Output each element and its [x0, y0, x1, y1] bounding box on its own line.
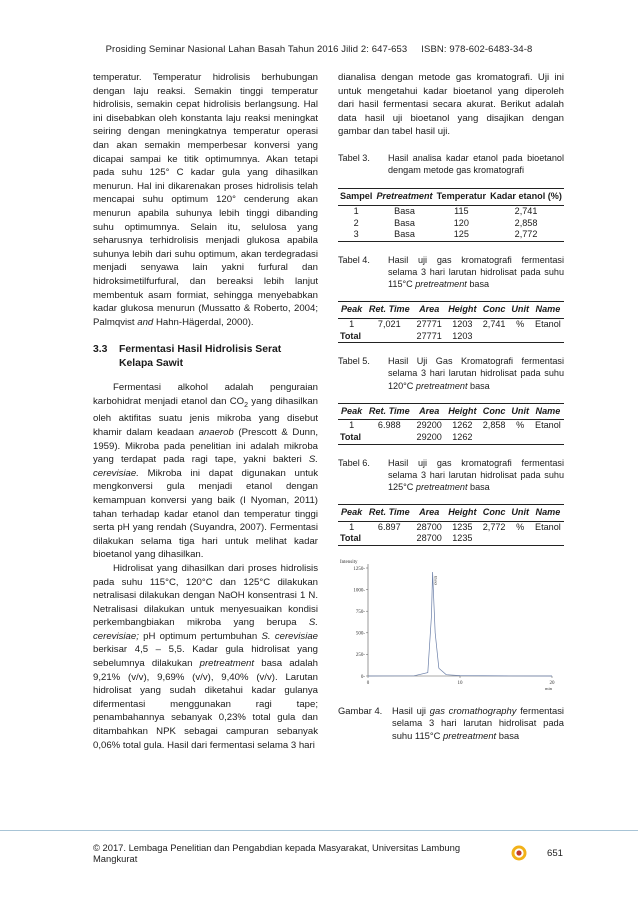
table-total-row	[338, 533, 564, 545]
peak-label: Etanol	[433, 575, 438, 586]
cell: 1262	[452, 420, 473, 431]
cell: Basa	[394, 217, 415, 228]
text: yang dihasilkan oleh aktifitas suatu jenis mikroba yang disebut khamir dalam keadaan	[93, 395, 318, 438]
y-axis-label: Intensity	[340, 559, 358, 565]
y-tick-label: 0-	[360, 674, 365, 680]
column-header: Unit	[509, 302, 532, 319]
x-axis-label: min	[544, 685, 552, 691]
table6	[338, 504, 564, 546]
column-header: Conc	[480, 403, 509, 420]
cell: 125	[435, 229, 488, 241]
column-header: Height	[445, 302, 480, 319]
cell	[532, 432, 564, 444]
italic-term: anaerob	[198, 426, 234, 438]
y-tick-label: 1250-	[353, 566, 365, 572]
y-tick-label: 750-	[355, 609, 365, 615]
footer-rule	[0, 830, 638, 831]
column-header: Peak	[338, 403, 365, 420]
italic-term: gas cromathography	[429, 704, 517, 716]
column-header: Temperatur	[435, 189, 488, 206]
cell: 2	[353, 217, 359, 228]
cell: 120	[453, 217, 469, 228]
cell: 115	[454, 205, 469, 216]
column-header: Ret. Time	[365, 403, 413, 420]
total-label: Total	[338, 432, 413, 444]
column-header: Ret. Time	[365, 505, 413, 522]
cell: 3	[338, 229, 374, 241]
header-isbn: ISBN: 978-602-6483-34-8	[421, 44, 533, 55]
x-tick-label: 20	[549, 680, 555, 686]
cell	[480, 533, 509, 545]
italic-species: S. cerevisiae;	[93, 617, 318, 642]
column-header: Conc	[480, 302, 509, 319]
italic-and: and	[137, 316, 154, 328]
y-tick-label: 500-	[355, 631, 365, 637]
cell: 2,741	[482, 318, 506, 329]
y-tick-label: 250-	[355, 653, 365, 659]
header-title: Prosiding Seminar Nasional Lahan Basah Tahun 2016 Jilid 2: 647-653	[105, 44, 408, 55]
figure4-caption	[338, 705, 564, 743]
cell: 1203	[445, 331, 480, 343]
text: pH optimum pertumbuhan	[143, 630, 258, 642]
cell: 28700	[416, 521, 442, 532]
cell: %	[516, 521, 525, 532]
cell	[480, 432, 509, 444]
caption-text: Hasil uji	[392, 704, 426, 716]
table6-caption	[338, 457, 564, 494]
paragraph-hydrolysate	[93, 562, 318, 752]
paragraph-text-tail: Hahn-Hägerdal, 2000).	[155, 316, 254, 328]
table-row	[338, 420, 564, 432]
text: Hidrolisat yang dihasilkan dari proses hidrolisis pada suhu 115°C, 120°C dan 125°C dilakukan netralisasi dilakukan dengan NaOH konsentrasi 1 N. Netralisasi dilakukan untuk menyesuaikan kondisi perkembangbiakan mikroba yang berupa	[93, 562, 318, 629]
table3	[338, 188, 564, 241]
cell: %	[516, 318, 525, 329]
x-tick-label: 10	[457, 680, 463, 686]
cell: %	[516, 420, 525, 431]
table4-label: Tabel 4.	[338, 254, 370, 265]
cell: Etanol	[535, 420, 561, 431]
cell: Etanol	[535, 318, 561, 329]
x-tick-label: 0	[366, 680, 370, 686]
paragraph-analysis: dianalisa dengan metode gas kromatografi. Uji ini untuk mengetahui kadar bioetanol yang diperoleh dari hasil fermentasi secara akurat. Berikut adalah data hasil uji bioetanol yang disajikan dengan gambar dan tabel hasil uji.	[338, 72, 564, 138]
cell	[509, 533, 532, 545]
italic-term: pretreatment	[199, 658, 255, 670]
subscript: 2	[244, 401, 249, 409]
paragraph-fermentation	[93, 381, 318, 562]
column-header: Peak	[338, 302, 365, 319]
column-header: Area	[413, 403, 445, 420]
total-label: Total	[338, 331, 413, 343]
column-header: Unit	[509, 505, 532, 522]
figure4-label: Gambar 4.	[338, 704, 383, 716]
cell	[532, 533, 564, 545]
table3-caption	[338, 152, 564, 176]
cell	[509, 432, 532, 444]
caption-text: Hasil uji gas kromatografi fermentasi selama 3 hari larutan hidrolisat pada suhu 125°C	[388, 457, 564, 492]
table-header-row	[338, 302, 564, 319]
text: berkisar 4,5 – 5,5. Kadar gula hidrolisat yang sebelumnya dilakukan	[93, 644, 318, 670]
table-header-row	[338, 505, 564, 522]
section-title: Fermentasi Hasil Hidrolisis Serat Kelapa Sawit	[119, 344, 282, 370]
table6-caption-text	[388, 457, 564, 494]
column-header: Height	[445, 505, 480, 522]
italic-term: pretreatment	[415, 380, 468, 391]
italic-term: pretreatment	[415, 279, 467, 290]
column-header: Unit	[509, 403, 532, 420]
column-header: Name	[532, 302, 564, 319]
table-header-row	[338, 403, 564, 420]
cell: 6.988	[377, 420, 401, 431]
table6-label: Tabel 6.	[338, 457, 370, 468]
cell: 27771	[413, 331, 445, 343]
column-header: Name	[532, 403, 564, 420]
column-header: Name	[532, 505, 564, 522]
cell: 1262	[445, 432, 480, 444]
cell: Basa	[394, 205, 415, 216]
caption-text: basa	[498, 729, 520, 741]
cell: 1235	[452, 521, 473, 532]
column-header: Conc	[480, 505, 509, 522]
cell: 2,858	[514, 217, 538, 228]
caption-text: fermentasi selama 3 hari larutan hidrolisat pada suhu 115°C	[392, 704, 564, 741]
cell: 6.897	[377, 521, 401, 532]
text: basa adalah 9,21% (v/v), 9,69% (v/v), 9,40% (v/v). Larutan hidrolisat yang sudah diketahui kadar gulanya difermentasi menggunakan ragi tape; penambahannya sebanyak 0,23% total gula dan ditambahkan NPK sebagai campuran sebanyak 0,06% total gula. Hasil dari fermentasi selama 3 hari	[93, 658, 319, 751]
y-tick-label: 1000-	[353, 588, 365, 594]
paragraph-text: temperatur. Temperatur hidrolisis berhubungan dengan laju reaksi. Semakin tinggi temperatur hidrolisis, semakin cepat hidrolisis berlangsung. Hal ini disebabkan oleh konstanta laju reaksi meningkat seiring dengan meningkatnya temperatur operasi dan akan semakin memperbesar konversi yang dicapai sampai ke titik optimumnya. Akan tetapi pada suhu 125° C kadar gula yang dihasilkan menurun. Hal ini dikarenakan proses hidrolisis telah mencapai suhu optimum 120° cenderung akan menurun apabila suhunya lebih tinggi dibanding suhu optimumnya. Selain itu, selulosa yang seharusnya terhidrolisis menjadi glukosa apabila suhunya lebih dari suhu optimum, akan terdegradasi menjadi senyawa lain yakni furfural dan hidroksimetilfurfural, dan bereaksi lebih lanjut membentuk asam formiat, sehingga menyebabkan kadar glukosa menurun (Mussatto & Roberto, 2004; Palmqvist	[93, 72, 318, 328]
table4-caption-text	[388, 254, 564, 291]
cell: 2,858	[482, 420, 506, 431]
column-header: Ret. Time	[365, 302, 413, 319]
figure4-caption-text	[392, 705, 564, 743]
left-column	[93, 71, 318, 752]
table-row	[338, 229, 564, 241]
cell: Etanol	[535, 521, 561, 532]
cell	[480, 331, 509, 343]
section-heading	[93, 343, 318, 371]
table-row	[338, 218, 564, 230]
table-row	[338, 521, 564, 533]
table5-caption	[338, 355, 564, 392]
series-line	[368, 572, 552, 676]
table4	[338, 301, 564, 343]
table-total-row	[338, 432, 564, 444]
text: (Prescott & Dunn, 1959). Mikroba pada penelitian ini adalah mikroba yang terdapat pada ragi tape, yakni bakteri	[93, 426, 318, 466]
column-header: Kadar etanol (%)	[488, 189, 564, 206]
table-row	[338, 205, 564, 217]
chromatogram-chart	[338, 556, 564, 696]
caption-text: basa	[470, 380, 490, 391]
cell: 1	[349, 318, 355, 329]
table5	[338, 403, 564, 445]
table5-label: Tabel 5.	[338, 356, 370, 367]
page-number: 651	[546, 847, 563, 859]
cell: 2,772	[488, 229, 564, 241]
caption-text: Hasil uji gas kromatografi fermentasi selama 3 hari larutan hidrolisat pada suhu 115°C	[388, 254, 564, 290]
cell: 1	[349, 521, 355, 532]
cell	[532, 331, 564, 343]
caption-text: Hasil Uji Gas Kromatografi fermentasi selama 3 hari larutan hidrolisat pada suhu 120°C	[388, 356, 564, 391]
cell: 1203	[452, 318, 473, 329]
university-logo-icon	[511, 845, 527, 861]
column-header: Sampel	[338, 189, 374, 206]
cell: 1	[353, 205, 359, 216]
cell: 1	[349, 420, 355, 431]
running-header	[0, 44, 638, 55]
cell: 27771	[416, 318, 442, 329]
table4-caption	[338, 254, 564, 291]
italic-term: pretreatment	[443, 729, 497, 741]
column-header: Pretreatment	[374, 189, 434, 206]
table3-label: Tabel 3.	[338, 152, 370, 163]
table-row	[338, 318, 564, 330]
italic-species: S. cerevisiae	[261, 630, 319, 642]
section-number: 3.3	[93, 344, 108, 356]
italic-species: S. cerevisiae.	[93, 454, 318, 479]
cell: 2,772	[482, 521, 506, 532]
paragraph-temperature	[93, 71, 318, 329]
cell: Basa	[374, 229, 434, 241]
column-header: Area	[413, 505, 445, 522]
cell: 7,021	[377, 318, 401, 329]
column-header: Height	[445, 403, 480, 420]
column-header: Area	[413, 302, 445, 319]
right-column	[338, 71, 564, 742]
cell: 29200	[416, 420, 442, 431]
text: Mikroba ini dapat digunakan untuk mengkonversi gula menjadi etanol dengan kemampuan konversi yang baik (I Nyoman, 2011) tahan terhadap kadar etanol dan temperatur tinggi serta pH yang rendah (Suyandra, 2007). Fermentasi dilakukan selama tiga hari untuk melihat kadar bioetanol yang dihasilkan.	[93, 467, 318, 561]
cell: 1235	[445, 533, 480, 545]
table-header-row	[338, 189, 564, 206]
cell: 2,741	[514, 205, 538, 216]
column-header: Peak	[338, 505, 365, 522]
text: Fermentasi alkohol adalah penguraian karbohidrat menjadi etanol dan CO	[93, 382, 318, 407]
italic-term: pretreatment	[415, 481, 468, 492]
cell	[509, 331, 532, 343]
footer	[93, 842, 563, 864]
total-label: Total	[338, 533, 413, 545]
table3-caption-text: Hasil analisa kadar etanol pada bioetanol dengam metode gas kromatografi	[388, 152, 564, 176]
cell: 29200	[413, 432, 445, 444]
cell: 28700	[413, 533, 445, 545]
table-total-row	[338, 331, 564, 343]
caption-text: basa	[470, 481, 490, 492]
footer-copyright: © 2017. Lembaga Penelitian dan Pengabdian kepada Masyarakat, Universitas Lambung Mangkurat	[93, 842, 461, 864]
table5-caption-text	[388, 355, 564, 392]
caption-text: basa	[469, 279, 490, 290]
